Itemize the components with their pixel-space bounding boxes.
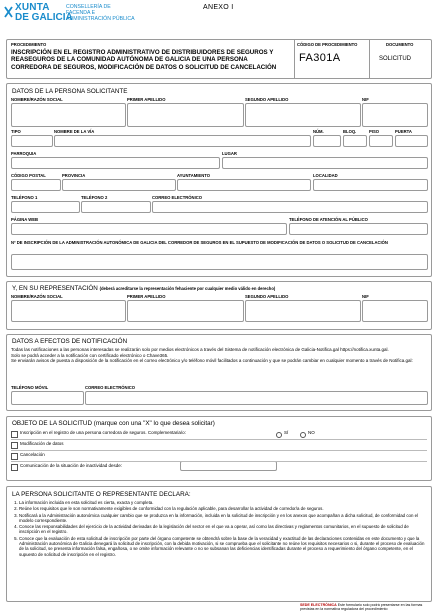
street-label: NOMBRE DE LA VÍA: [54, 129, 95, 134]
door-field[interactable]: [395, 135, 428, 147]
option-modification-label: Modificación de datos: [20, 441, 64, 446]
declaration-section: [6, 486, 432, 602]
locality-label: LOCALIDAD: [313, 173, 338, 178]
notif-email-field[interactable]: [85, 391, 428, 405]
web-label: PÁGINA WEB: [11, 217, 39, 222]
province-label: PROVINCIA: [62, 173, 86, 178]
brand-line2: DE GALICIA: [15, 12, 73, 23]
notif-email-label: CORREO ELECTRÓNICO: [85, 385, 136, 390]
zip-label: CÓDIGO POSTAL: [11, 173, 46, 178]
rep-surname2-field[interactable]: [245, 300, 361, 322]
request-section: [6, 416, 432, 481]
declaration-item: 2. Reúne los requisitos que le son normativamente exigibles de conformidad con la regulación aplicable, para desarrollar la actividad de corredor/a de seguros.: [19, 506, 427, 511]
floor-field[interactable]: [369, 135, 393, 147]
applicant-title: DATOS DE LA PERSONA SOLICITANTE: [12, 88, 128, 95]
nif-label: NIF: [362, 97, 369, 102]
procedure-title: INSCRIPCIÓN EN EL REGISTRO ADMINISTRATIVO DE DISTRIBUIDORES DE SEGUROS Y REASEGUROS DE LA COMUNIDAD AUTÓNOMA DE GALICIA DE UNA PERSONA CORREDORA DE SEGUROS, MODIFICACIÓN DE DATOS O SOLICITUD DE CANCELACIÓN: [11, 49, 277, 71]
council-label: AYUNTAMIENTO: [177, 173, 210, 178]
representative-title: Y, EN SU REPRESENTACIÓN (deberá acreditarse la representación fehaciente por cualquier medio válido en derecho): [12, 285, 276, 292]
place-field[interactable]: [222, 157, 428, 169]
procedure-code: FA301A: [299, 52, 341, 64]
procedure-label: PROCEDIMIENTO: [11, 42, 47, 47]
xunta-logo-icon: [4, 6, 13, 18]
phone2-field[interactable]: [81, 201, 151, 213]
declaration-item: 3. Notificará a la Administración autonómica cualquier cambio que se produzca en la información, incluida en la solicitud de inscripción y en los anexos que acompañan a dicha solicitud, de conformidad con el modelo correspondiente.: [19, 513, 427, 524]
nif-field[interactable]: [362, 103, 428, 127]
annex-label: ANEXO I: [203, 4, 234, 11]
option-inactivity-checkbox[interactable]: [11, 464, 18, 471]
doc-label: DOCUMENTO: [386, 42, 414, 47]
footer-note: [300, 603, 435, 611]
phone1-label: TELÉFONO 1: [11, 195, 38, 200]
num-field[interactable]: [313, 135, 341, 147]
applicant-section: [6, 83, 432, 277]
public-phone-label: TELÉFONO DE ATENCIÓN AL PÚBLICO: [289, 217, 368, 222]
mobile-label: TELÉFONO MÓVIL: [11, 385, 49, 390]
rep-surname1-field[interactable]: [127, 300, 244, 322]
num-label: NÚM.: [313, 129, 324, 134]
option-modification-checkbox[interactable]: [11, 442, 18, 449]
procedure-header: [6, 39, 432, 79]
option-registration-label: Inscripción en el registro de una persona corredora de seguros. Complementaria/o:: [20, 430, 186, 435]
parish-label: PARROQUIA: [11, 151, 37, 156]
inactivity-date-field[interactable]: [180, 461, 277, 471]
name-field[interactable]: [11, 103, 126, 127]
footer-text: Este formulario solo podrá presentarse en las formas previstas en la normativa reguladora del procedimiento: [300, 603, 423, 611]
option-registration-checkbox[interactable]: [11, 431, 18, 438]
declaration-item: 1. La información incluida en esta solicitud es cierta, exacta y completa.: [19, 500, 427, 505]
representative-section: [6, 281, 432, 330]
type-field[interactable]: [11, 135, 53, 147]
rep-nif-field[interactable]: [362, 300, 428, 322]
declaration-list: [11, 500, 427, 558]
declaration-item: 5. Conoce que la evaluación de esta solicitud de inscripción por parte del órgano competente se obtendrá sobre la base de la veracidad y exactitud de las declaraciones contenidas en este documento y que la Administración autonómica de Galicia denegará la solicitud de inscripción, con la debida motivación, si se comprueba que el solicitante no reúne los requisitos necesarios o si, durante el proceso de evaluación de la solicitud, se presenta información falsa, engañosa, o se omite información relevante o no se subsanan las deficiencias identificadas durante el proceso a requerimiento del órgano competente, en el supuesto de solicitud de inscripción en el registro.: [19, 536, 427, 557]
web-field[interactable]: [11, 223, 287, 235]
document-type: SOLICITUD: [379, 56, 412, 62]
block-field[interactable]: [343, 135, 367, 147]
complementary-no-radio[interactable]: [300, 432, 306, 438]
complementary-no-label: NO: [308, 430, 315, 435]
notification-text: Todas las notificaciones a las personas interesadas se realizarán solo por medios electrónicos a través del Sistema de notificación electrónica de Galicia-Notifica.gal https://notifica.xunta.gal. Solo se podrá acceder a la notificación con certificado electrónico o Chave365. Se enviarán avisos de puesta a disposición de la notificación en el correo electrónico y/o teléfono móvil facilitados a continuación y que se podrán cambiar en cualquier momento a través de Notifica.gal:: [11, 347, 413, 364]
brand-line1: XUNTA: [15, 2, 50, 13]
rep-nif-label: NIF: [362, 294, 369, 299]
surname1-label: PRIMER APELLIDO: [127, 97, 166, 102]
council-field[interactable]: [177, 179, 311, 191]
block-label: BLOQ.: [343, 129, 357, 134]
email-field[interactable]: [152, 201, 428, 213]
rep-surname1-label: PRIMER APELLIDO: [127, 294, 166, 299]
type-label: TIPO: [11, 129, 21, 134]
floor-label: PISO: [369, 129, 380, 134]
option-cancellation-checkbox[interactable]: [11, 453, 18, 460]
department-name: CONSELLERÍA DE FACENDA E ADMINISTRACIÓN PÚBLICA: [66, 4, 135, 22]
code-label: CÓDIGO DE PROCEDIMIENTO: [297, 42, 358, 47]
locality-field[interactable]: [313, 179, 428, 191]
rep-name-field[interactable]: [11, 300, 126, 322]
complementary-yes-radio[interactable]: [276, 432, 282, 438]
notification-title: DATOS A EFECTOS DE NOTIFICACIÓN: [12, 338, 128, 345]
rep-name-label: NOMBRE/RAZÓN SOCIAL: [11, 294, 63, 299]
complementary-yes-label: SÍ: [284, 430, 289, 435]
request-title: OBJETO DE LA SOLICITUD (marque con una "X" lo que desea solicitar): [12, 420, 215, 427]
footer-label: SEDE ELECTRÓNICA: [300, 603, 337, 607]
parish-field[interactable]: [11, 157, 220, 169]
email-label: CORREO ELECTRÓNICO: [152, 195, 203, 200]
reg-number-field[interactable]: [11, 254, 428, 270]
zip-field[interactable]: [11, 179, 61, 191]
street-field[interactable]: [54, 135, 311, 147]
phone1-field[interactable]: [11, 201, 80, 213]
place-label: LUGAR: [222, 151, 237, 156]
rep-surname2-label: SEGUNDO APELLIDO: [245, 294, 289, 299]
phone2-label: TELÉFONO 2: [81, 195, 108, 200]
surname2-field[interactable]: [245, 103, 361, 127]
reg-number-label: Nº DE INSCRIPCIÓN DE LA ADMINISTRACIÓN AUTONÓMICA DE GALICIA DEL CORREDOR DE SEGUROS EN EL SUPUESTO DE MODIFICACIÓN DE DATOS O SOLICITUD DE CANCELACIÓN: [11, 240, 388, 245]
public-phone-field[interactable]: [289, 223, 428, 235]
declaration-item: 4. Conoce las responsabilidades del ejercicio de la actividad derivadas de la legislación del sector en el que va a operar, así como las directivas y reglamentos comunitarios, en el supuesto de solicitud de inscripción en el registro.: [19, 524, 427, 535]
declaration-title: LA PERSONA SOLICITANTE O REPRESENTANTE DECLARA:: [12, 491, 191, 498]
name-label: NOMBRE/RAZÓN SOCIAL: [11, 97, 63, 102]
mobile-field[interactable]: [11, 391, 84, 405]
door-label: PUERTA: [395, 129, 412, 134]
option-inactivity-label: Comunicación de la situación de inactividad desde:: [20, 463, 123, 468]
surname1-field[interactable]: [127, 103, 244, 127]
surname2-label: SEGUNDO APELLIDO: [245, 97, 289, 102]
notification-section: [6, 334, 432, 411]
province-field[interactable]: [62, 179, 176, 191]
option-cancellation-label: Cancelación: [20, 452, 45, 457]
